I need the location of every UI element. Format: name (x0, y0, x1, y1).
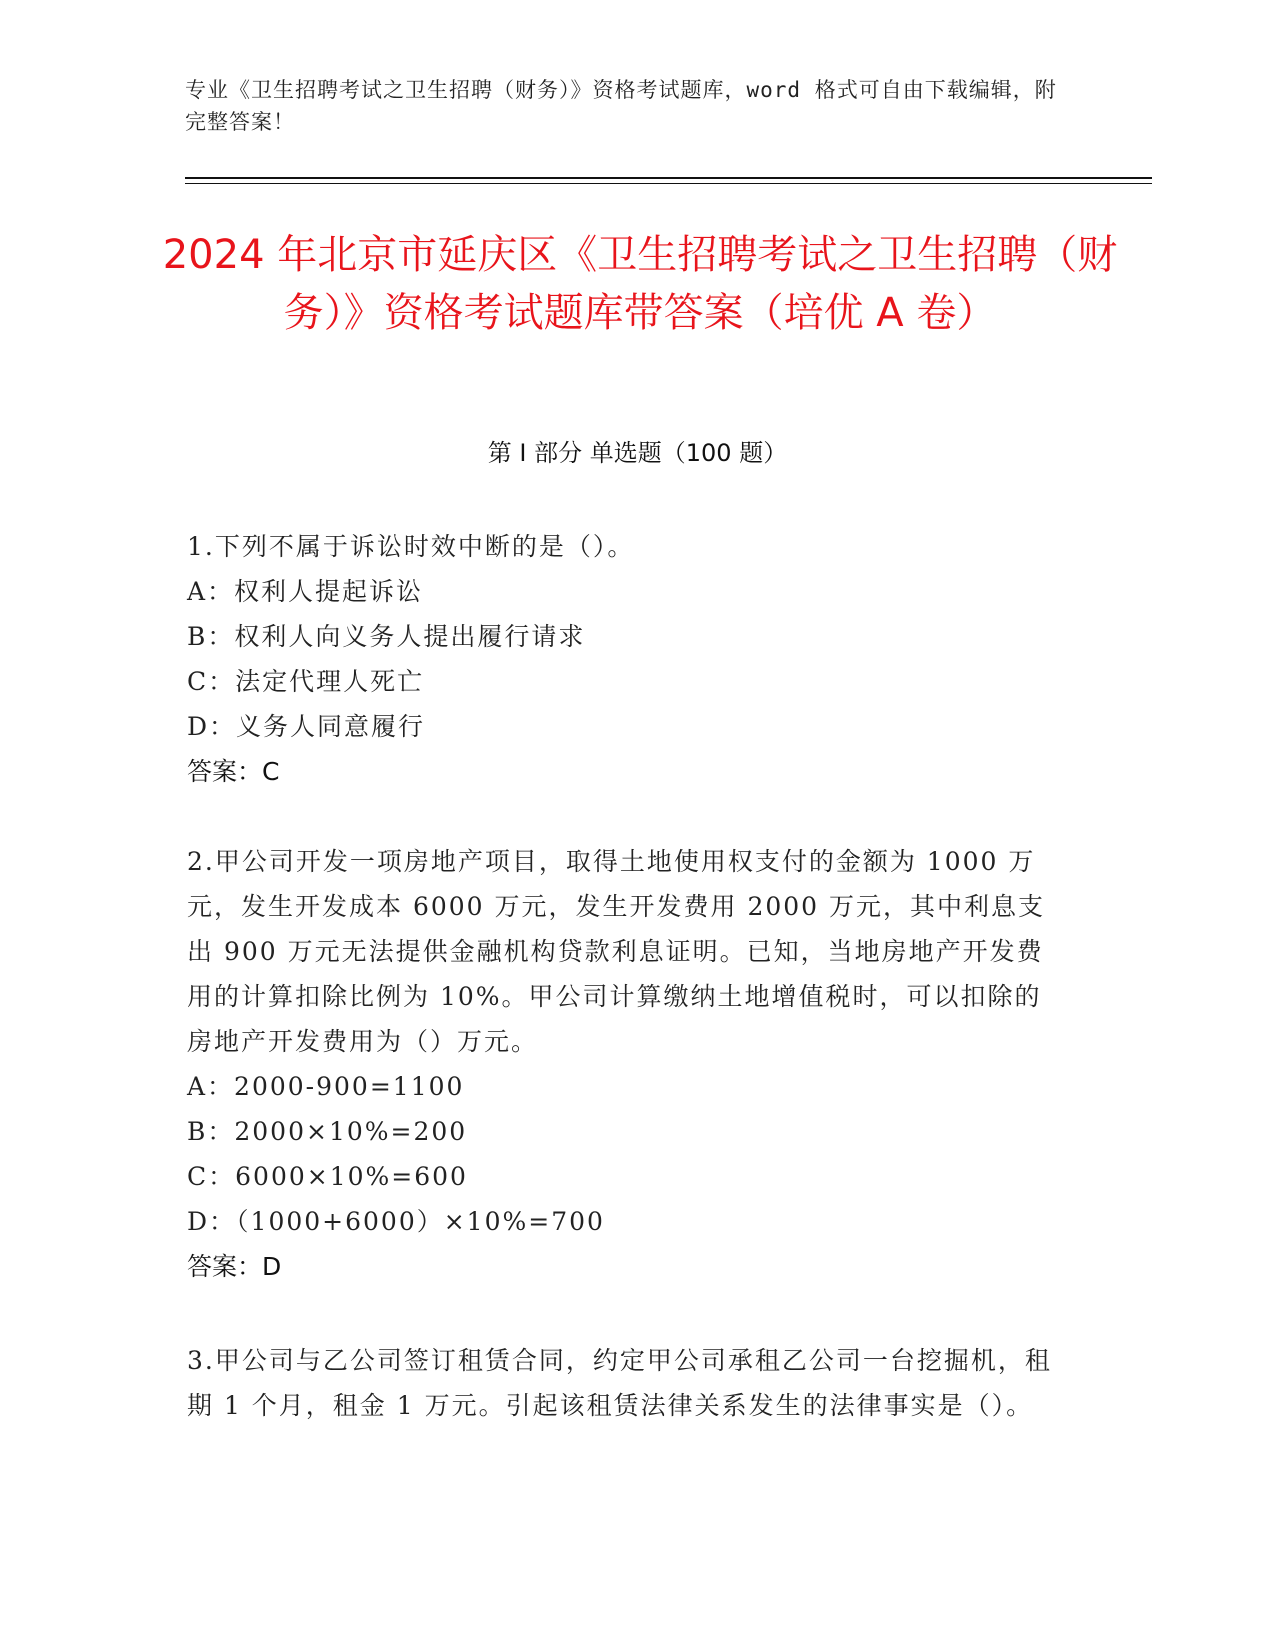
question-2 (187, 839, 1067, 1289)
section-title: 第 I 部分 单选题（100 题） (487, 439, 788, 467)
header-note: 专业《卫生招聘考试之卫生招聘（财务）》资格考试题库，word 格式可自由下载编辑，附完整答案！ (185, 78, 1057, 134)
question-text: 3.甲公司与乙公司签订租赁合同，约定甲公司承租乙公司一台挖掘机，租期 1 个月，租金 1 万元。引起该租赁法律关系发生的法律事实是（）。 (187, 1346, 1052, 1420)
option-c: C：6000×10%=600 (187, 1162, 468, 1191)
question-text: 1.下列不属于诉讼时效中断的是（）。 (187, 532, 635, 561)
question-text: 2.甲公司开发一项房地产项目，取得土地使用权支付的金额为 1000 万元，发生开发成本 6000 万元，发生开发费用 2000 万元，其中利息支出 900 万元无法提供金融机构贷款利息证明。已知，当地房地产开发费用的计算扣除比例为 10%。甲公司计算缴纳土地增值税时，可以扣除的房地产开发费用为（）万元。 (187, 847, 1046, 1056)
option-a: A：2000-900=1100 (187, 1072, 465, 1101)
option-d: D：义务人同意履行 (187, 712, 426, 741)
option-d: D：（1000+6000）×10%=700 (187, 1207, 605, 1236)
answer: 答案：D (187, 1252, 282, 1281)
question-1 (187, 524, 1067, 794)
option-c: C：法定代理人死亡 (187, 667, 425, 696)
answer: 答案：C (187, 757, 280, 786)
question-3 (187, 1338, 1067, 1428)
header-divider-thick (185, 177, 1152, 179)
option-a: A：权利人提起诉讼 (187, 577, 424, 606)
document-title: 2024 年北京市延庆区《卫生招聘考试之卫生招聘（财务）》资格考试题库带答案（培优 A 卷） (162, 232, 1118, 336)
header-divider-thin (185, 183, 1152, 184)
option-b: B：2000×10%=200 (187, 1117, 468, 1146)
option-b: B：权利人向义务人提出履行请求 (187, 622, 586, 651)
